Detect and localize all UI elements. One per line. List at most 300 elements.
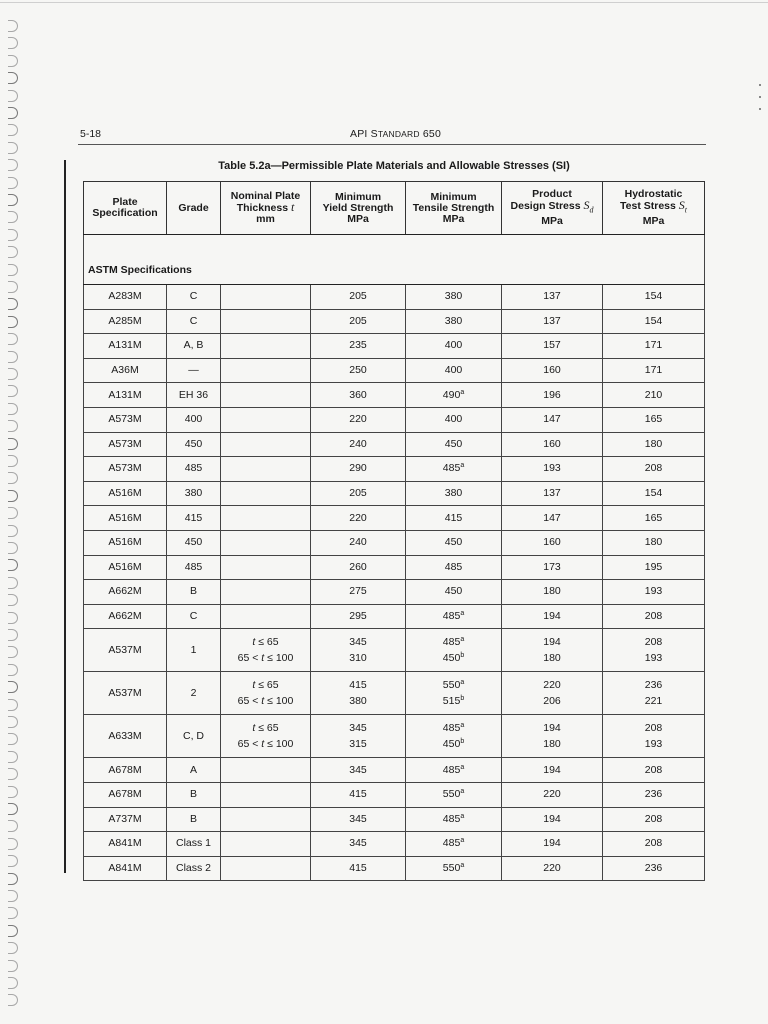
thickness-line: 65 < t ≤ 100 — [237, 652, 294, 665]
value-line: 236 — [644, 861, 663, 874]
value-line: 236 — [644, 788, 663, 801]
cell-tensile — [406, 555, 502, 580]
table-row — [84, 580, 705, 605]
value-line: 154 — [644, 314, 663, 327]
value-line: 485 — [444, 560, 463, 573]
value-line: 485$^a$ — [442, 636, 465, 649]
cell-spec: A537M — [84, 672, 167, 715]
cell-yield — [311, 506, 406, 531]
cell-thickness — [221, 358, 311, 383]
value-line: 485$^a$ — [442, 610, 465, 623]
cell-spec: A662M — [84, 580, 167, 605]
cell-tensile — [406, 309, 502, 334]
value-line: 194 — [543, 722, 561, 735]
value-line: 550$^a$ — [442, 861, 465, 874]
table-row — [84, 481, 705, 506]
cell-thickness — [221, 832, 311, 857]
cell-spec: A678M — [84, 782, 167, 807]
cell-spec: A678M — [84, 758, 167, 783]
value-line: 450$^b$ — [442, 652, 465, 665]
cell-yield — [311, 358, 406, 383]
cell-design-stress — [502, 457, 603, 482]
cell-test-stress — [603, 432, 705, 457]
table-row — [84, 334, 705, 359]
cell-design-stress — [502, 672, 603, 715]
cell-spec: A516M — [84, 506, 167, 531]
header-line: Plate — [112, 196, 138, 208]
header-line: Tensile Strength — [412, 201, 495, 214]
value-line: 165 — [644, 413, 663, 426]
value-line: 196 — [543, 388, 561, 401]
binder-hole — [8, 490, 18, 502]
value-line: 550$^a$ — [442, 679, 465, 692]
cell-test-stress — [603, 672, 705, 715]
header-line: MPa — [541, 214, 563, 227]
binder-hole — [8, 177, 18, 189]
header-line: Nominal Plate — [230, 190, 301, 202]
header-line: Yield Strength — [322, 201, 394, 214]
table-row — [84, 407, 705, 432]
binder-hole — [8, 594, 18, 606]
cell-grade: 485 — [167, 555, 221, 580]
value-line: 193 — [644, 585, 663, 598]
cell-grade: A, B — [167, 334, 221, 359]
header-line: Specification — [92, 207, 158, 219]
value-line: 240 — [349, 437, 367, 450]
cell-spec: A131M — [84, 334, 167, 359]
table-row — [84, 506, 705, 531]
footnote-mark: b — [460, 695, 465, 703]
binder-hole — [8, 264, 18, 276]
value-line: 250 — [349, 364, 367, 377]
value-line: 171 — [644, 364, 663, 377]
binder-holes — [4, 20, 20, 1020]
binder-hole — [8, 646, 18, 658]
binder-hole — [8, 229, 18, 241]
cell-yield — [311, 604, 406, 629]
value-line: 154 — [644, 487, 663, 500]
cell-grade: 450 — [167, 432, 221, 457]
table-body — [84, 235, 705, 881]
cell-test-stress — [603, 334, 705, 359]
value-line: 193 — [644, 652, 663, 665]
cell-design-stress — [502, 407, 603, 432]
running-head-word: API — [350, 128, 368, 140]
value-line: 208 — [644, 462, 663, 475]
table-row — [84, 309, 705, 334]
binder-hole — [8, 681, 18, 693]
section-label: ASTM Specifications — [84, 235, 705, 285]
cell-tensile — [406, 358, 502, 383]
binder-hole — [8, 333, 18, 345]
cell-thickness — [221, 432, 311, 457]
cell-grade: Class 1 — [167, 832, 221, 857]
value-line: 240 — [349, 536, 367, 549]
value-line: 380 — [444, 290, 463, 303]
cell-yield — [311, 715, 406, 758]
footnote-mark: a — [460, 788, 465, 796]
footnote-mark: a — [460, 462, 465, 470]
value-line: 206 — [543, 695, 561, 708]
cell-test-stress — [603, 407, 705, 432]
binder-hole — [8, 124, 18, 136]
value-line: 485$^a$ — [442, 837, 465, 850]
value-line: 345 — [349, 636, 367, 649]
footnote-mark: a — [460, 388, 465, 396]
cell-tensile — [406, 481, 502, 506]
binder-hole — [8, 72, 18, 84]
thickness-line: t ≤ 65 — [252, 636, 279, 649]
value-line: 193 — [644, 738, 663, 751]
cell-yield — [311, 285, 406, 310]
value-line: 180 — [543, 585, 561, 598]
value-line: 450 — [444, 536, 463, 549]
value-line: 400 — [444, 364, 463, 377]
cell-grade: C — [167, 309, 221, 334]
header-line: Product — [532, 188, 572, 201]
thickness-line: 65 < t ≤ 100 — [237, 695, 294, 708]
value-line: 345 — [349, 837, 367, 850]
cell-design-stress — [502, 580, 603, 605]
cell-test-stress — [603, 832, 705, 857]
cell-design-stress — [502, 629, 603, 672]
running-head-word: 650 — [422, 128, 441, 140]
table-row — [84, 807, 705, 832]
cell-thickness — [221, 604, 311, 629]
cell-design-stress — [502, 856, 603, 881]
cell-spec: A516M — [84, 530, 167, 555]
table-row — [84, 856, 705, 881]
col-grade-header — [167, 182, 221, 235]
cell-spec: A737M — [84, 807, 167, 832]
value-line: 180 — [644, 536, 663, 549]
table-title: Table 5.2a—Permissible Plate Materials and Allowable Stresses (SI) — [218, 160, 570, 172]
value-line: 208 — [644, 722, 663, 735]
value-line: 160 — [543, 364, 561, 377]
table-row — [84, 629, 705, 672]
header-line: mm — [256, 213, 275, 225]
binder-hole — [8, 142, 18, 154]
cell-yield — [311, 432, 406, 457]
cell-test-stress — [603, 629, 705, 672]
cell-test-stress — [603, 285, 705, 310]
binder-hole — [8, 90, 18, 102]
symbol: t — [290, 200, 295, 214]
cell-yield — [311, 555, 406, 580]
binder-hole — [8, 507, 18, 519]
binder-hole — [8, 438, 18, 450]
running-head — [350, 128, 441, 140]
cell-test-stress — [603, 358, 705, 383]
binder-hole — [8, 368, 18, 380]
binder-hole — [8, 942, 18, 954]
binder-hole — [8, 281, 18, 293]
value-line: 310 — [349, 652, 367, 665]
cell-test-stress — [603, 715, 705, 758]
footnote-mark: a — [460, 837, 465, 845]
value-line: 485$^a$ — [442, 763, 465, 776]
cell-spec: A573M — [84, 457, 167, 482]
cell-test-stress — [603, 807, 705, 832]
symbol-subscript: t — [684, 205, 687, 215]
cell-tensile — [406, 758, 502, 783]
cell-grade: Class 2 — [167, 856, 221, 881]
footnote-mark: a — [460, 610, 465, 618]
cell-yield — [311, 383, 406, 408]
cell-thickness — [221, 782, 311, 807]
value-line: 450 — [444, 585, 463, 598]
binder-hole — [8, 455, 18, 467]
margin-marks — [758, 84, 762, 124]
value-line: 220 — [543, 788, 561, 801]
cell-yield — [311, 807, 406, 832]
value-line: 205 — [349, 290, 367, 303]
thickness-symbol: t — [252, 722, 256, 735]
header-line: Thickness t — [236, 200, 295, 214]
value-line: 194 — [543, 610, 561, 623]
cell-design-stress — [502, 807, 603, 832]
cell-spec: A841M — [84, 856, 167, 881]
cell-test-stress — [603, 555, 705, 580]
cell-yield — [311, 782, 406, 807]
value-line: 137 — [543, 314, 561, 327]
value-line: 415 — [349, 861, 367, 874]
binder-hole — [8, 977, 18, 989]
cell-tensile — [406, 782, 502, 807]
header-line: Minimum — [430, 190, 477, 203]
cell-test-stress — [603, 481, 705, 506]
cell-spec: A516M — [84, 555, 167, 580]
table-row — [84, 604, 705, 629]
cell-tensile — [406, 407, 502, 432]
value-line: 236 — [644, 679, 663, 692]
thickness-symbol: t — [261, 652, 265, 665]
footnote-mark: a — [460, 861, 465, 869]
value-line: 315 — [349, 738, 367, 751]
cell-yield — [311, 629, 406, 672]
cell-thickness — [221, 309, 311, 334]
cell-thickness — [221, 629, 311, 672]
cell-spec: A516M — [84, 481, 167, 506]
running-head-word: STANDARD — [370, 128, 420, 140]
value-line: 147 — [543, 511, 561, 524]
value-line: 380 — [349, 695, 367, 708]
symbol-subscript: d — [589, 205, 594, 215]
cell-test-stress — [603, 856, 705, 881]
table-row — [84, 285, 705, 310]
cell-grade: EH 36 — [167, 383, 221, 408]
value-line: 221 — [644, 695, 663, 708]
value-line: 220 — [349, 511, 367, 524]
table-row — [84, 715, 705, 758]
value-line: 415 — [349, 788, 367, 801]
cell-spec: A662M — [84, 604, 167, 629]
binder-hole — [8, 55, 18, 67]
cell-test-stress — [603, 782, 705, 807]
section-row — [84, 235, 705, 285]
value-line: 485$^a$ — [442, 812, 465, 825]
header-line: Test Stress $S_t$ — [620, 198, 687, 215]
cell-yield — [311, 758, 406, 783]
cell-design-stress — [502, 506, 603, 531]
cell-design-stress — [502, 758, 603, 783]
cell-grade: 415 — [167, 506, 221, 531]
cell-thickness — [221, 457, 311, 482]
binder-hole — [8, 751, 18, 763]
cell-grade: B — [167, 580, 221, 605]
footnote-mark: b — [460, 738, 465, 746]
cell-test-stress — [603, 758, 705, 783]
value-line: 380 — [444, 487, 463, 500]
cell-grade: C — [167, 604, 221, 629]
value-line: 485$^a$ — [442, 462, 465, 475]
table-row — [84, 383, 705, 408]
table-row — [84, 672, 705, 715]
col-thickness-header — [221, 182, 311, 235]
header-line: MPa — [642, 214, 665, 227]
binder-hole — [8, 855, 18, 867]
cell-tensile — [406, 856, 502, 881]
cell-tensile — [406, 832, 502, 857]
binder-hole — [8, 925, 18, 937]
page-number: 5-18 — [80, 128, 102, 140]
cell-grade: B — [167, 807, 221, 832]
cell-design-stress — [502, 530, 603, 555]
value-line: 137 — [543, 290, 561, 303]
cell-yield — [311, 407, 406, 432]
thickness-symbol: t — [261, 695, 265, 708]
thickness-line: t ≤ 65 — [252, 679, 279, 692]
binder-hole — [8, 890, 18, 902]
binder-hole — [8, 107, 18, 119]
cell-thickness — [221, 383, 311, 408]
value-line: 205 — [349, 314, 367, 327]
thickness-symbol: t — [252, 636, 256, 649]
header-line: MPa — [347, 212, 369, 225]
cell-yield — [311, 530, 406, 555]
cell-spec: A573M — [84, 407, 167, 432]
cell-thickness — [221, 407, 311, 432]
cell-thickness — [221, 580, 311, 605]
cell-design-stress — [502, 432, 603, 457]
cell-yield — [311, 309, 406, 334]
cell-thickness — [221, 807, 311, 832]
cell-spec: A285M — [84, 309, 167, 334]
value-line: 210 — [644, 388, 663, 401]
value-line: 400 — [444, 413, 463, 426]
value-line: 220 — [543, 861, 561, 874]
cell-tensile — [406, 604, 502, 629]
value-line: 205 — [349, 487, 367, 500]
cell-test-stress — [603, 309, 705, 334]
symbol: $S_t$ — [678, 198, 687, 215]
col-tensile-header — [406, 182, 502, 235]
cell-design-stress — [502, 358, 603, 383]
col-plate-spec-header — [84, 182, 167, 235]
binder-hole — [8, 37, 18, 49]
value-line: 415 — [444, 511, 463, 524]
binder-hole — [8, 385, 18, 397]
binder-hole — [8, 420, 18, 432]
value-line: 515$^b$ — [442, 695, 465, 708]
value-line: 345 — [349, 722, 367, 735]
value-line: 450$^b$ — [442, 738, 465, 751]
revision-bar — [64, 160, 66, 873]
value-line: 295 — [349, 610, 367, 623]
binder-hole — [8, 403, 18, 415]
binder-hole — [8, 542, 18, 554]
value-line: 194 — [543, 812, 561, 825]
value-line: 290 — [349, 462, 367, 475]
binder-hole — [8, 316, 18, 328]
thickness-line: t ≤ 65 — [252, 722, 279, 735]
value-line: 160 — [543, 536, 561, 549]
cell-thickness — [221, 530, 311, 555]
cell-spec: A633M — [84, 715, 167, 758]
value-line: 160 — [543, 437, 561, 450]
cell-grade: C, D — [167, 715, 221, 758]
col-yield-header — [311, 182, 406, 235]
cell-grade: 485 — [167, 457, 221, 482]
value-line: 165 — [644, 511, 663, 524]
cell-thickness — [221, 856, 311, 881]
cell-grade: C — [167, 285, 221, 310]
cell-grade: 450 — [167, 530, 221, 555]
value-line: 380 — [444, 314, 463, 327]
table-row — [84, 457, 705, 482]
value-line: 400 — [444, 339, 463, 352]
cell-tensile — [406, 672, 502, 715]
value-line: 490$^a$ — [442, 388, 465, 401]
cell-tensile — [406, 506, 502, 531]
cell-test-stress — [603, 530, 705, 555]
cell-yield — [311, 832, 406, 857]
binder-hole — [8, 786, 18, 798]
value-line: 260 — [349, 560, 367, 573]
value-line: 208 — [644, 812, 663, 825]
binder-hole — [8, 577, 18, 589]
cell-tensile — [406, 530, 502, 555]
value-line: 450 — [444, 437, 463, 450]
binder-hole — [8, 559, 18, 571]
cell-tensile — [406, 334, 502, 359]
cell-yield — [311, 580, 406, 605]
cell-spec: A573M — [84, 432, 167, 457]
footnote-mark: a — [460, 722, 465, 730]
value-line: 147 — [543, 413, 561, 426]
value-line: 360 — [349, 388, 367, 401]
cell-test-stress — [603, 580, 705, 605]
binder-hole — [8, 907, 18, 919]
footnote-mark: a — [460, 812, 465, 820]
value-line: 485$^a$ — [442, 722, 465, 735]
binder-hole — [8, 820, 18, 832]
binder-hole — [8, 246, 18, 258]
cell-design-stress — [502, 383, 603, 408]
table-row — [84, 432, 705, 457]
cell-design-stress — [502, 309, 603, 334]
binder-hole — [8, 838, 18, 850]
value-line: 415 — [349, 679, 367, 692]
cell-thickness — [221, 758, 311, 783]
thickness-line: 65 < t ≤ 100 — [237, 738, 294, 751]
value-line: 208 — [644, 763, 663, 776]
cell-grade: 400 — [167, 407, 221, 432]
value-line: 194 — [543, 837, 561, 850]
table-header-row — [84, 182, 705, 235]
binder-hole — [8, 960, 18, 972]
binder-hole — [8, 525, 18, 537]
